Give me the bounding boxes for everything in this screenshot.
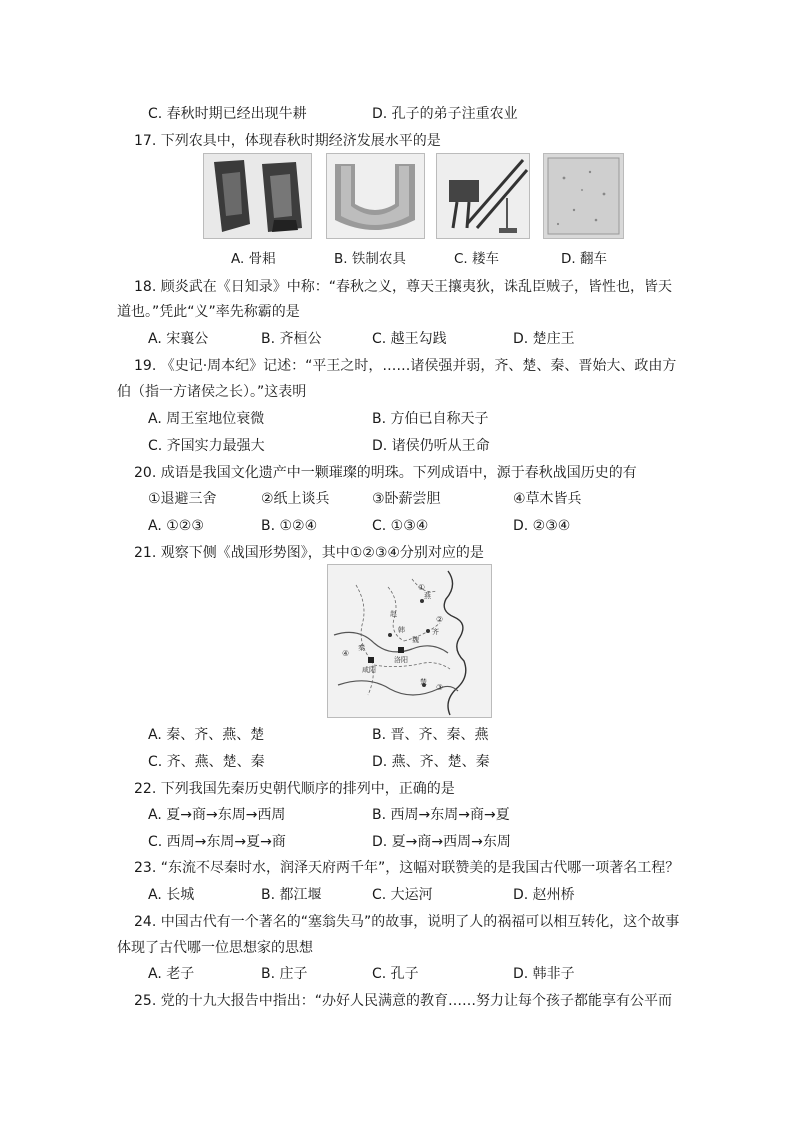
question-19-line-1: 19. 《史记·周本纪》记述：“平王之时，……诸侯强并弱，齐、楚、秦、晋始大、政由方: [134, 358, 677, 374]
q23-option-c: C. 大运河: [372, 887, 433, 903]
q19-option-c: C. 齐国实力最强大: [148, 438, 265, 454]
question-25-line-1: 25. 党的十九大报告中指出：“办好人民满意的教育……努力让每个孩子都能享有公平而: [134, 993, 672, 1009]
question-20-stem: 20. 成语是我国文化遗产中一颗璀璨的明珠。下列成语中，源于春秋战国历史的有: [134, 465, 637, 481]
q24-option-a: A. 老子: [148, 966, 195, 982]
map-marker-3: ③: [436, 683, 444, 692]
q17-option-c: C. 耧车: [454, 251, 500, 267]
q18-option-c: C. 越王勾践: [372, 331, 447, 347]
q18-option-d: D. 楚庄王: [513, 331, 575, 347]
q23-option-a: A. 长城: [148, 887, 195, 903]
map-label-zhao: 赵: [390, 610, 397, 618]
question-18-line-1: 18. 顾炎武在《日知录》中称：“春秋之义，尊天王攘夷狄，诛乱臣贼子，皆性也，皆天: [134, 279, 672, 295]
q17-option-d: D. 翻车: [561, 251, 607, 267]
q21-option-d: D. 燕、齐、楚、秦: [372, 754, 490, 770]
q20-option-a: A. ①②③: [148, 518, 204, 534]
q24-option-c: C. 孔子: [372, 966, 419, 982]
question-24-line-2: 体现了古代哪一位思想家的思想: [117, 940, 313, 956]
q20-option-d: D. ②③④: [513, 518, 571, 534]
map-marker-4: ④: [342, 649, 350, 658]
map-label-qin: 秦: [358, 644, 365, 652]
q18-option-b: B. 齐桓公: [261, 331, 322, 347]
q21-option-a: A. 秦、齐、燕、楚: [148, 727, 265, 743]
q20-item-1: ①退避三舍: [148, 491, 217, 507]
q24-option-b: B. 庄子: [261, 966, 308, 982]
question-24-line-1: 24. 中国古代有一个著名的“塞翁失马”的故事，说明了人的祸福可以相互转化，这个故事: [134, 914, 680, 930]
question-21-stem: 21. 观察下侧《战国形势图》，其中①②③④分别对应的是: [134, 545, 484, 561]
map-label-wei: 魏: [412, 636, 419, 644]
map-marker-1: ①: [418, 583, 426, 592]
q20-item-3: ③卧薪尝胆: [372, 491, 441, 507]
map-label-han: 韩: [398, 626, 405, 634]
map-label-chu: 楚: [420, 678, 427, 686]
q22-option-a: A. 夏→商→东周→西周: [148, 807, 286, 823]
q24-option-d: D. 韩非子: [513, 966, 575, 982]
seed-drill-image: [436, 153, 530, 239]
question-22-stem: 22. 下列我国先秦历史朝代顺序的排列中，正确的是: [134, 781, 455, 797]
map-label-luoyang: 洛阳: [394, 656, 408, 664]
q22-option-c: C. 西周→东周→夏→商: [148, 834, 286, 850]
q20-item-4: ④草木皆兵: [513, 491, 582, 507]
q22-option-b: B. 西周→东周→商→夏: [372, 807, 510, 823]
question-17-stem: 17. 下列农具中，体现春秋时期经济发展水平的是: [134, 133, 441, 149]
option-c: C. 春秋时期已经出现牛耕: [148, 106, 307, 122]
q23-option-d: D. 赵州桥: [513, 887, 575, 903]
q18-option-a: A. 宋襄公: [148, 331, 209, 347]
map-label-qi: 齐: [432, 628, 439, 636]
bone-spade-image: [203, 153, 312, 239]
q22-option-d: D. 夏→商→西周→东周: [372, 834, 511, 850]
q19-option-b: B. 方伯已自称天子: [372, 411, 489, 427]
q17-option-b: B. 铁制农具: [334, 251, 406, 267]
question-23-stem: 23. “东流不尽秦时水，润泽天府两千年”，这幅对联赞美的是我国古代哪一项著名工程？: [134, 860, 680, 876]
warring-states-map: [327, 564, 492, 718]
q19-option-a: A. 周王室地位衰微: [148, 411, 265, 427]
option-d: D. 孔子的弟子注重农业: [372, 106, 518, 122]
iron-tool-image: [326, 153, 425, 239]
q20-option-c: C. ①③④: [372, 518, 429, 534]
map-label-yan: 燕: [424, 592, 431, 600]
q21-option-b: B. 晋、齐、秦、燕: [372, 727, 489, 743]
q19-option-d: D. 诸侯仍听从王命: [372, 438, 490, 454]
q20-item-2: ②纸上谈兵: [261, 491, 330, 507]
map-label-xianyang: 咸阳: [362, 666, 376, 674]
map-marker-2: ②: [436, 615, 444, 624]
square-pallet-chain-pump-image: [543, 153, 624, 239]
q23-option-b: B. 都江堰: [261, 887, 322, 903]
question-18-line-2: 道也。”凭此“义”率先称霸的是: [117, 304, 300, 320]
q20-option-b: B. ①②④: [261, 518, 318, 534]
q21-option-c: C. 齐、燕、楚、秦: [148, 754, 265, 770]
q17-option-a: A. 骨耜: [231, 251, 276, 267]
question-19-line-2: 伯（指一方诸侯之长）。”这表明: [117, 384, 307, 400]
